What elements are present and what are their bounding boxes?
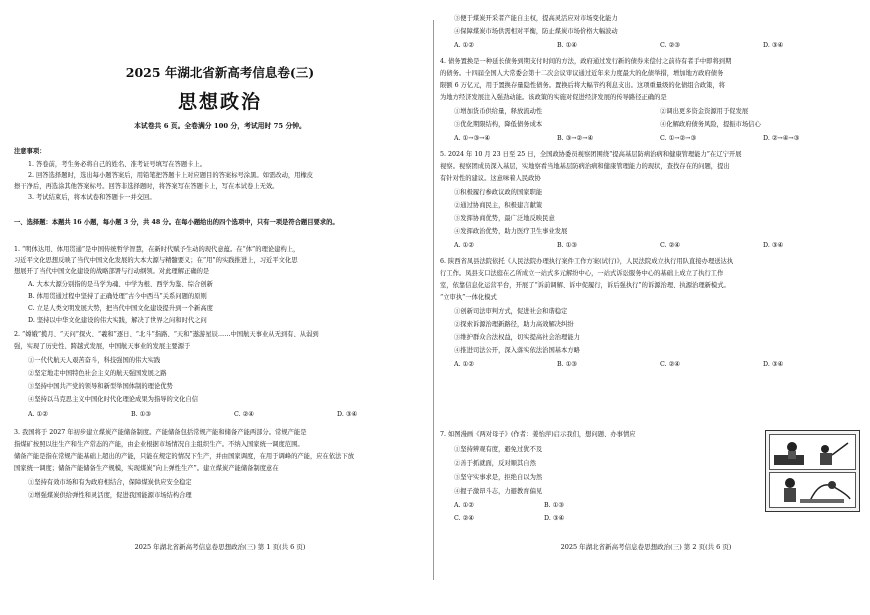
answer-option-a: A. ①② [454,42,474,49]
option-line: A. 大本大源分别指的是马学为魂、中学为根、西学为鉴、综合创新 [28,281,213,288]
answer-option-a: A. ①→③→④ [454,135,491,142]
answer-option-a: A. ①② [28,411,48,418]
answer-options [440,41,866,51]
option-line: B. 体用贯通过程中坚持了正确处理“古今中西马”关系问题的原则 [28,293,207,300]
option-line: ②坚定地走中国特色社会主义的航天强国发展之路 [28,370,167,377]
option-line: ③维护群众合法权益，切实提高社会治理能力 [454,334,580,341]
question-line: 为地方经济发展注入强劲动能。该政策的实施对促进经济发展的传导路径正确的是 [440,94,667,101]
question-line: 6. 陕西省凤县法院依托《人民法院办理执行案件工作方案(试行)》，人民法院成立执行用队直接办理送达执 [440,258,734,265]
question-line: 视察。视察团成员深入基层，实地察看当地基层防病治病和健康管理能力的现状，查找存在的问题，提出 [440,163,730,170]
cartoon-panel-top [769,434,856,470]
option-line: ③优化期限结构，降低债务成本 [454,121,543,128]
section-heading: 一、选择题：本题共 16 小题，每小题 3 分，共 48 分。在每小题给出的四个选项中，只有一项是符合题目要求的。 [14,219,339,226]
subject-title: 思想政治 [177,91,262,113]
answer-option-d: D. ③④ [337,411,358,418]
option-line: D. 坚持以中华文化建设的伟大实践，解决了世界之问和时代之问 [28,317,207,324]
page-footer: 2025 年湖北省新高考信息卷思想政治(三) 第 2 页(共 6 页) [560,543,732,551]
answer-option-b: B. ①④ [557,42,577,49]
answer-option-d: D. ③④ [763,242,784,249]
option-line: ③坚守实事求是，拒绝自以为然 [454,474,543,481]
question-line: “立审执”一体化模式 [440,294,497,301]
page-footer: 2025 年湖北省新高考信息卷思想政治(三) 第 1 页(共 6 页) [134,543,306,551]
answer-option-b: B. ①③ [557,242,577,249]
option-line: ①一代代航天人艰苦奋斗，科技强国的伟大实践 [28,357,161,364]
answer-options [440,501,754,511]
answer-option-a: A. ①② [454,502,474,509]
option-line: ②调出更多资金资源用于促发展 [660,108,749,115]
option-line: ①坚持有效市场和有为政府相结合，保障煤炭供应安全稳定 [28,479,192,486]
option-line: ④保障煤炭市场供需相对平衡，防止煤炭市场价格大幅波动 [454,28,618,35]
answer-option-b: B. ①③ [557,361,577,368]
question-line: 4. 债务置换是一种延长债务到期支付时间的方法，政府通过发行新的债券来偿付之前待有者手中即将到期 [440,58,732,65]
option-line: ④推进司法公开，深入落实依法治国基本方略 [454,347,580,354]
answer-options [14,410,440,420]
question-line: 3. 我国将于 2027 年初步建立煤炭产能储备制度。产能储备包括常规产能和储备产能两部分。常规产能是 [14,429,307,436]
option-line: C. 立足人类文明发展大势，把当代中国文化建设提升到一个新高度 [28,305,213,312]
page-1 [14,0,426,615]
answer-option-c: C. ②④ [234,411,254,418]
answer-option-d: D. ③④ [763,361,784,368]
answer-option-b: B. ③→②→④ [557,135,594,142]
option-line: ①坚持辨观有度，避免过犹不及 [454,446,543,453]
question-line: 国家统一调度；储备产能储备生产规模，实现煤炭“向上弹性生产”。建立煤炭产能储备制度意在 [14,465,279,472]
option-line: ①增加货币供给量，释放流动性 [454,108,543,115]
question-line: 1. “明体达用、体用贯通”是中国传统哲学智慧，在新时代赋予生动的现代意蕴。在“体”的理论建构上， [14,246,300,253]
answer-option-b: B. ①③ [544,502,564,509]
answer-option-d: D. ③④ [763,42,784,49]
answer-option-c: C. ②④ [660,361,680,368]
notice-line: 擦干净后，再选涂其他答案标号。回答非选择题时，将答案写在答题卡上，写在本试卷上无效。 [14,183,279,190]
cartoon-illustration [765,430,860,512]
option-line: ②增强煤炭供给弹性和灵活度，促进我国能源市场结构合理 [28,492,192,499]
notice-line: 3. 考试结束后，将本试卷和答题卡一并交回。 [28,194,156,201]
question-line: 7. 如图漫画《两对母子》(作者：姜怡萍)启示我们，想问题、办事情应 [440,431,636,438]
question-line: 5. 2024 年 10 月 23 日至 25 日，全国政协委员视察团围绕“提高基层防病治病和健康管理能力”在辽宁开展 [440,151,742,158]
answer-option-d: D. ③④ [544,515,565,522]
option-line: ④化解政府债务风险，提振市场信心 [660,121,761,128]
answer-option-b: B. ①③ [131,411,151,418]
question-line: 指煤矿按照以往生产和生产常态的产能，由企业根据市场情况自主组织生产。不纳入国家统一调度范围。 [14,441,304,448]
question-line: 习近平文化思想反映了当代中国文化发展的大本大源与精髓要义；在“用”的实践推进上，习近平文化思 [14,257,298,264]
answer-option-c: C. ①→②→③ [660,135,697,142]
question-line: 行工作。凤县支口法庭在乙所成立一站式多元解纷中心，一站式诉讼服务中心的基础上成立了执行工作 [440,270,724,277]
answer-options [440,514,754,524]
answer-option-a: A. ①② [454,361,474,368]
question-line: 想展开了当代中国文化建设的战略部署与行动纲领。对此理解正确的是 [14,268,210,275]
notice-line: 1. 答卷前，考生务必将自己的姓名、准考证号填写在答题卡上。 [28,161,207,168]
cartoon-figures-icon [770,473,855,507]
cartoon-figures-icon [770,435,855,469]
answer-option-d: D. ②→④→③ [763,135,800,142]
option-line: ①积极履行参政议政的国家职能 [454,189,543,196]
answer-options [440,360,866,370]
answer-options [440,241,866,251]
exam-info: 本试卷共 6 页。全卷满分 100 分，考试用时 75 分钟。 [134,122,306,130]
answer-option-c: C. ②④ [454,515,474,522]
page-2 [440,0,852,615]
answer-option-a: A. ①② [454,242,474,249]
option-line: ①创新司法审判方式，促进社会和谐稳定 [454,308,568,315]
notice-line: 2. 回答选择题时，选出每小题答案后，用铅笔把答题卡上对应题目的答案标号涂黑。如需改动，用橡皮 [28,172,314,179]
option-line: ④坚持以马克思主义中国化时代化理论成果为指导的文化自信 [28,396,199,403]
question-line: 的债务。十四届全国人大常委会第十二次会议审议通过近年来力度最大的化债举措，增加地方政府债务 [440,70,724,77]
option-line: ③便于煤炭开采者产能自主权，提高灵活应对市场变化能力 [454,15,618,22]
question-line: 有针对性的建议。这意味着人民政协 [440,175,541,182]
option-line: ④握子激昂斗志，力避教育偏见 [454,488,543,495]
question-line: 储备产能是指在常规产能基础上超出的产能，只能在规定的情况下生产，并由国家调度，在用于调峰的产能，应在依法下放 [14,453,355,460]
option-line: ②善于抓就面，反对顺其自然 [454,460,536,467]
cartoon-panel-bottom [769,472,856,508]
option-line: ②通过协商民主，积极建言献策 [454,202,543,209]
question-line: 限额 6 万亿元，用于置换存量隐性债务。置换后将大幅节约利息支出。这项重量级的化债组合政策，将 [440,82,726,89]
option-line: ②探索诉源治理新路径，助力高效解决纠纷 [454,321,574,328]
answer-options [440,134,866,144]
question-line: 2. “嫦娥”揽月、“天问”探火、“羲和”逐日、“北斗”指路、“天和”遨游星辰……中国航天事业从无到有、从弱到 [14,331,319,338]
exam-title: 2025 年湖北省新高考信息卷(三) [125,65,315,80]
question-line: 室，依靠信息化运营平台，开展了“诉前调解、诉中促履行，诉后强执行”的诉源治理、执源治理新模式。 [440,282,730,289]
option-line: ③发挥协商优势，最广泛地反映民意 [454,215,555,222]
question-line: 强，实现了历史性、跨越式发展，中国航天事业的发展主要源于 [14,343,191,350]
answer-option-c: C. ②④ [660,242,680,249]
answer-option-c: C. ②③ [660,42,680,49]
option-line: ③坚持中国共产党的领导和新型举国体制的理论优势 [28,383,173,390]
option-line: ④发挥政治优势，助力医疗卫生事业发展 [454,228,568,235]
notice-title: 注意事项： [14,148,46,155]
page-divider [433,20,434,580]
